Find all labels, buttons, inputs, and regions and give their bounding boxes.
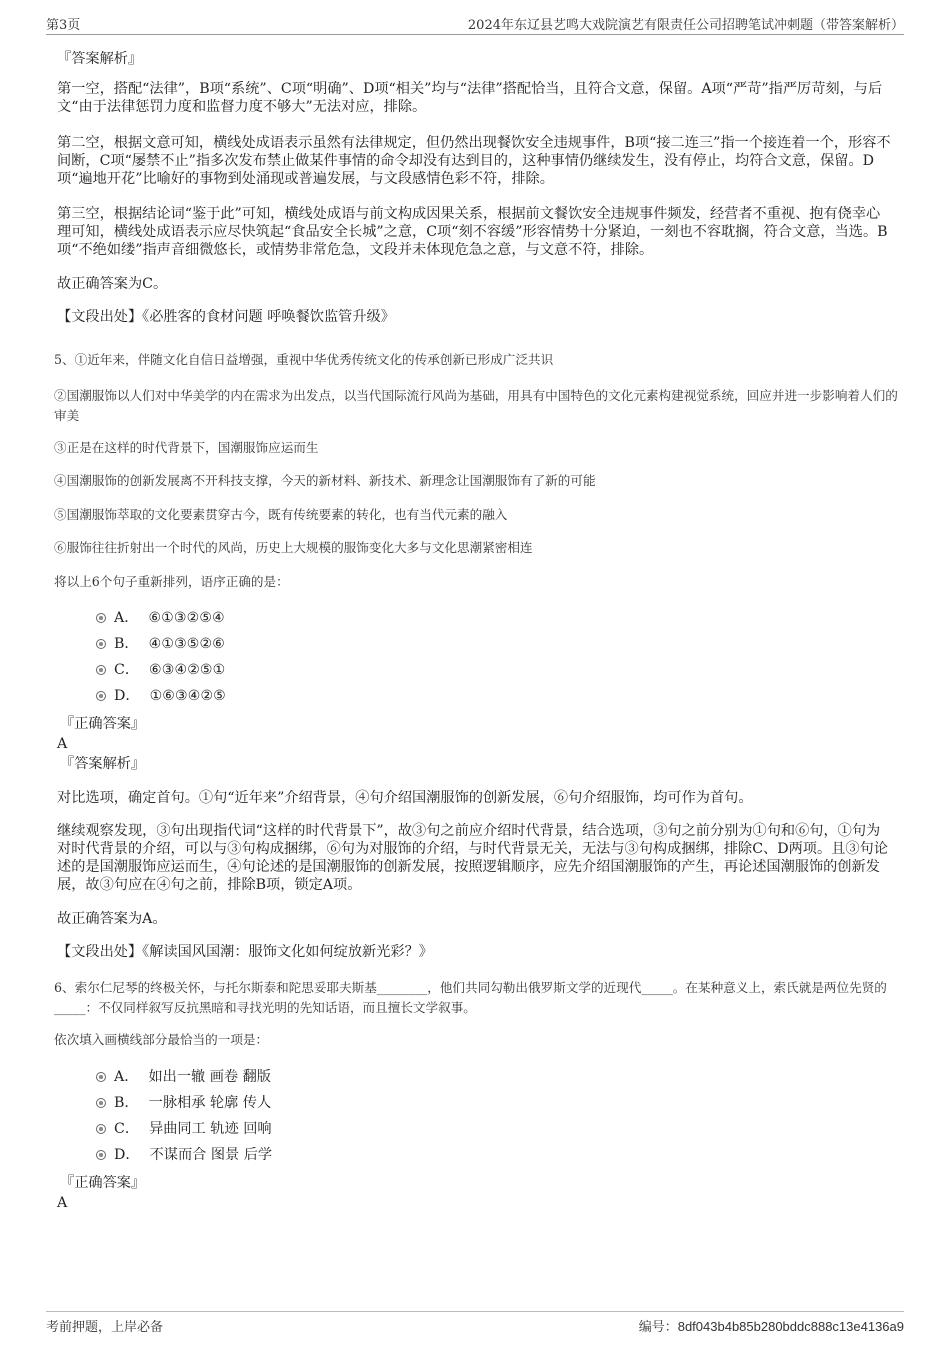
q4-analysis-para-1: 第一空，搭配“法律”，B项“系统”、C项“明确”、D项“相关”均与“法律”搭配恰当，且符合文意，保留。A项“严苛”指严厉苛刻，与后文“由于法律惩罚力度和监督力度不够大”无法对应，排除。 <box>57 81 883 115</box>
q5-prompt: 将以上6个句子重新排列，语序正确的是： <box>54 574 289 589</box>
q5-analysis-heading: 『答案解析』 <box>60 756 146 772</box>
radio-icon[interactable] <box>96 613 106 623</box>
q6-option-d[interactable]: D． 不谋而合 图景 后学 <box>96 1146 272 1164</box>
q5-conclusion: 故正确答案为A。 <box>57 911 167 927</box>
q4-analysis-para-3: 第三空，根据结论词“鉴于此”可知，横线处成语与前文构成因果关系，根据前文餐饮安全违规事件频发，经营者不重视、抱有侥幸心理可知，横线处成语表示应尽快筑起“食品安全长城”之意，C项“刻不容缓”形容情势十分紧迫，一刻也不容耽搁，符合文意，当选。B项“不绝如缕”指声音细微悠长，或情势非常危急，文段并未体现危急之意，与文意不符，排除。 <box>57 206 888 258</box>
q5-stem-sentence-5: ⑤国潮服饰萃取的文化要素贯穿古今，既有传统要素的转化，也有当代元素的融入 <box>54 507 508 522</box>
radio-icon[interactable] <box>96 1098 106 1108</box>
radio-icon[interactable] <box>96 691 106 701</box>
q6-option-a[interactable]: A． 如出一辙 画卷 翻版 <box>96 1068 271 1086</box>
q5-option-b[interactable]: B． ④①③⑤②⑥ <box>96 635 225 653</box>
q6-option-c[interactable]: C． 异曲同工 轨迹 回响 <box>96 1120 272 1138</box>
q5-answer-heading: 『正确答案』 <box>60 716 146 732</box>
radio-icon[interactable] <box>96 639 106 649</box>
q5-analysis-para-1: 对比选项，确定首句。①句“近年来”介绍背景，④句介绍国潮服饰的创新发展，⑥句介绍服饰，均可作为首句。 <box>57 790 753 806</box>
q6-option-b[interactable]: B． 一脉相承 轮廓 传人 <box>96 1094 271 1112</box>
radio-icon[interactable] <box>96 1124 106 1134</box>
q5-analysis-para-2: 继续观察发现，③句出现指代词“这样的时代背景下”，故③句之前应介绍时代背景，结合选项，③句之前分别为①句和⑥句，①句为对时代背景的介绍，可以与③句构成捆绑，⑥句为对服饰的介绍，与时代背景无关，无法与③句构成捆绑，排除C、D两项。且③句论述的是国潮服饰应运而生，④句论述的是国潮服饰的创新发展，按照逻辑顺序，应先介绍国潮服饰的产生，再论述国潮服饰的创新发展，故③句应在④句之前，排除B项，锁定A项。 <box>57 823 888 893</box>
q6-prompt: 依次填入画横线部分最恰当的一项是： <box>54 1032 269 1047</box>
footer-slogan: 考前押题，上岸必备 <box>46 1320 164 1335</box>
document-title: 2024年东辽县艺鸣大戏院演艺有限责任公司招聘笔试冲刺题（带答案解析） <box>467 18 904 33</box>
q6-stem: 6、索尔仁尼琴的终极关怀，与托尔斯泰和陀思妥耶夫斯基________，他们共同勾勒出俄罗斯文学的近现代_____。在某种意义上，索氏就是两位先贤的_____：不仅同样叙写反抗黑暗和寻找光明的先知话语，而且擅长文学叙事。 <box>54 980 887 1015</box>
q5-source: 【文段出处】《解读国风国潮：服饰文化如何绽放新光彩？》 <box>57 944 433 960</box>
q5-stem-sentence-6: ⑥服饰往往折射出一个时代的风尚，历史上大规模的服饰变化大多与文化思潮紧密相连 <box>54 540 533 555</box>
q5-answer: A <box>57 736 68 752</box>
q5-option-d[interactable]: D． ①⑥③④②⑤ <box>96 687 226 705</box>
radio-icon[interactable] <box>96 1072 106 1082</box>
q5-stem-sentence-3: ③正是在这样的时代背景下，国潮服饰应运而生 <box>54 440 319 455</box>
page-footer <box>46 1311 904 1336</box>
q4-conclusion: 故正确答案为C。 <box>57 276 168 292</box>
page-number: 第3页 <box>46 18 81 33</box>
page-header <box>46 14 904 35</box>
q5-stem-sentence-4: ④国潮服饰的创新发展离不开科技支撑，今天的新材料、新技术、新理念让国潮服饰有了新的可能 <box>54 473 596 488</box>
q4-source: 【文段出处】《必胜客的食材问题 呼唤餐饮监管升级》 <box>57 309 395 325</box>
radio-icon[interactable] <box>96 1150 106 1160</box>
radio-icon[interactable] <box>96 665 106 675</box>
q4-analysis-heading: 『答案解析』 <box>57 51 143 67</box>
q5-stem-sentence-2: ②国潮服饰以人们对中华美学的内在需求为出发点，以当代国际流行风尚为基础，用具有中国特色的文化元素构建视觉系统，回应并进一步影响着人们的审美 <box>54 388 898 423</box>
q5-option-a[interactable]: A． ⑥①③②⑤④ <box>96 609 225 627</box>
q5-stem-sentence-1: 5、①近年来，伴随文化自信日益增强，重视中华优秀传统文化的传承创新已形成广泛共识 <box>54 352 554 367</box>
q5-option-c[interactable]: C． ⑥③④②⑤① <box>96 661 225 679</box>
footer-serial: 编号：8df043b4b85b280bddc888c13e4136a9 <box>638 1319 904 1335</box>
q6-answer: A <box>57 1195 68 1211</box>
q4-analysis-para-2: 第二空，根据文意可知，横线处成语表示虽然有法律规定，但仍然出现餐饮安全违规事件，B项“接二连三”指一个接连着一个，形容不间断，C项“屡禁不止”指多次发布禁止做某件事情的命令却没有达到目的，这种事情仍继续发生，没有停止，均符合文意，保留。D项“遍地开花”比喻好的事物到处涌现或普遍发展，与文段感情色彩不符，排除。 <box>57 135 891 187</box>
q6-answer-heading: 『正确答案』 <box>60 1175 146 1191</box>
